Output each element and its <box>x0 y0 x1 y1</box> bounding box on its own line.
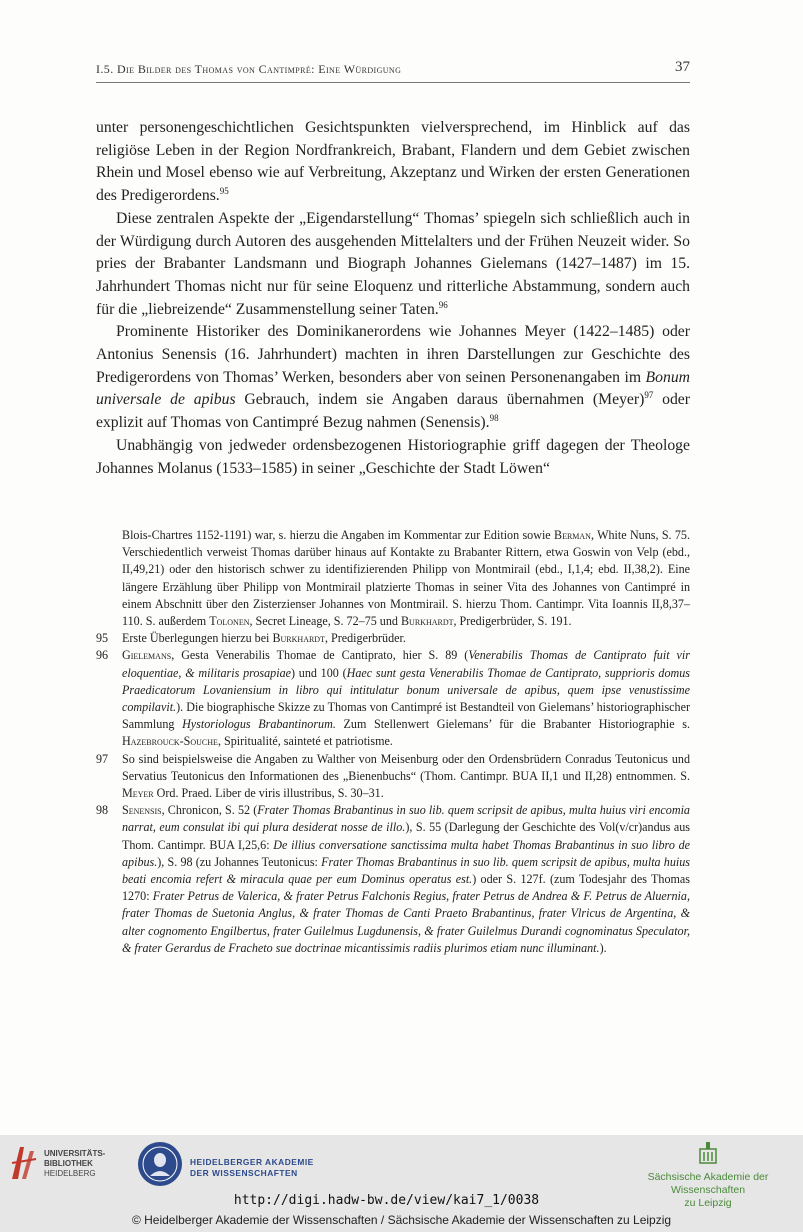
main-text <box>96 117 690 480</box>
paragraph: Diese zentralen Aspekte der „Eigendarstellung“ Thomas’ spiegeln sich schließlich auch in der Würdigung durch Autoren des ausgehenden Mittelalters und der Frühen Neuzeit wider. So pries der Brabanter Landsmann und Biograph Johannes Gielemans (1427–1487) im 15. Jahrhundert Thomas nicht nur für seine Eloquenz und ritterliche Abstammung, sondern auch für die „liebreizende“ Zusammenstellung seiner Taten.$^{96}$ <box>96 209 690 318</box>
page-url-link[interactable]: http://digi.hadw-bw.de/view/kai7_1/0038 <box>233 1193 540 1208</box>
saw-leipzig-logo[interactable]: Sächsische Akademie der Wissenschaften zu Leipzig <box>618 1141 798 1201</box>
footnote-number: 96 <box>96 648 109 663</box>
footnote-ref[interactable]: 97 <box>644 390 654 401</box>
footnote-95: 95 Erste Überlegungen hierzu bei Burkhardt, Predigerbrüder. <box>96 630 690 647</box>
footnote-number: 97 <box>96 751 109 766</box>
footnote-ref[interactable]: 98 <box>489 413 499 424</box>
footnote-ref[interactable]: 95 <box>219 186 229 197</box>
ub-heidelberg-logo[interactable]: UNIVERSITÄTS- BIBLIOTHEK HEIDELBERG <box>10 1145 130 1185</box>
running-title: I.5. Die Bilder des Thomas von Cantimpré: Eine Würdigung <box>96 62 402 76</box>
academy-seal-icon <box>138 1142 182 1186</box>
viewer-footer <box>0 1135 803 1232</box>
paragraph: Unabhängig von jedweder ordensbezogenen Historiographie griff dagegen der Theologe Johannes Molanus (1533–1585) in seiner „Geschichte der Stadt Löwen“ <box>96 436 690 477</box>
footnote-96: 96 Gielemans, Gesta Venerabilis Thomae de Cantiprato, hier S. 89 (Venerabilis Thomas de Cantiprato fuit vir eloquentiae, & militaris prosapiae) und 100 (Haec sunt gesta Venerabilis Thomae de Cantiprato, supprioris domus Praedicatorum Lovaniensium in libro qui intitulatur bonum universale de apibus, quem ipse venustissime compilavit.). Die biographische Skizze zu Thomas von Cantimpré ist Bestandteil von Gielemans’ historiographischer Sammlung Hystoriologus Brabantinorum. Zum Stellenwert Gielemans’ für die Brabanter Historiographie s. Hazebrouck-Souche, Spiritualité, sainteté et patriotisme. <box>96 648 690 749</box>
page-number: 37 <box>675 59 690 75</box>
italic-title: Bonum universale de apibus <box>96 368 690 409</box>
building-icon <box>698 1141 718 1165</box>
footnote-ref[interactable]: 96 <box>438 299 448 310</box>
footnotes <box>96 527 690 957</box>
running-head <box>96 60 690 83</box>
footnote-number: 95 <box>96 631 109 646</box>
hadw-logo[interactable]: HEIDELBERGER AKADEMIE DER WISSENSCHAFTEN <box>138 1142 338 1190</box>
footnote-98: 98 Senensis, Chronicon, S. 52 (Frater Thomas Brabantinus in suo lib. quem scripsit de apibus, multa huius viri encomia narrat, eum consulat ibi qui plura desiderat nosse de illo.), S. 55 (Darlegung der Geschichte des Vol(v/cr)andus aus Thom. Cantimpr. BUA I,25,6: De illius conversatione sanctissima multa habet Thomas Brabantinus in suo libro de apibus.), S. 98 (zu Johannes Teutonicus: Frater Thomas Brabantinus in suo lib. quem scripsit de apibus, multa huius beati encomia refert & miracula quae per eum Dominus operatus est.) oder S. 127f. (zum Todesjahr des Thomas 1270: Frater Petrus de Valerica, & frater Petrus Falchonis Regius, frater Petrus de Andrea & F. Petrus de Aluernia, frater Thomas de Suetonia Anglus, & frater Thomas de Canti Praeto Brabantinus, frater Vlricus de Argentina, & alter cognomento Engilbertus, frater Guilelmus Lugdunensis, & frater Guilelmus Durandi cognominatus Speculator, & frater Gerardus de Fracheto sue doctrinae micantissimis radiis plurimos etiam nunc illuminant.). <box>96 803 690 955</box>
footnote-number: 98 <box>96 803 109 818</box>
paragraph: Prominente Historiker des Dominikanerordens wie Johannes Meyer (1422–1485) oder Antonius Senensis (16. Jahrhundert) machten in ihren Darstellungen zur Geschichte des Predigerordens von Thomas’ Werken, besonders aber von seinen Personenangaben im Bonum universale de apibus Gebrauch, indem sie Angaben daraus übernahmen (Meyer)$^{97}$ oder explizit auf Thomas von Cantimpré Bezug nahmen (Senensis).$^{98}$ <box>96 323 690 432</box>
paragraph: unter personengeschichtlichen Gesichtspunkten vielversprechend, im Hinblick auf das religiöse Leben in der Region Nordfrankreich, Brabant, Flandern und dem Gebiet zwischen Rhein und Mosel ebenso wie auf Verbreitung, Akzeptanz und Wirken der ersten Generationen des Predigerordens.$^{95}$ <box>96 119 690 205</box>
copyright-notice: © Heidelberger Akademie der Wissenschaften / Sächsische Akademie der Wissenschaften zu Leipzig <box>131 1213 672 1227</box>
footnote-97: 97 So sind beispielsweise die Angaben zu Walther von Meisenburg oder den Ordensbrüdern Conradus Teutonicus und Servatius Teutonicus den Informationen des „Bienenbuchs“ (Thom. Cantimpr. BUA II,1 und II,28) entnommen. S. Meyer Ord. Praed. Liber de viris illustribus, S. 30–31. <box>96 751 690 801</box>
footnote-continuation: Blois-Chartres 1152-1191) war, s. hierzu die Angaben im Kommentar zur Edition sowie Berman, White Nuns, S. 75. Verschiedentlich verweist Thomas darüber hinaus auf Kontakte zu Brabanter Rittern, etwa Goswin von Velp (ebd., II,49,21) oder den historisch schwer zu identifizierenden Philipp von Montmirail (ebd., I,1,4; ebd. II,38,2). Eine längere Erzählung über Philipp von Montmirail platzierte Thomas in seiner Vita des Johannes von Cantimpré in einem Abschnitt über den Zisterzienser Johannes von Montmirail. S. hierzu Thom. Cantimpr. Vita Ioannis II,8,37–110. S. außerdem Tolonen, Secret Lineage, S. 72–75 und Burkhardt, Predigerbrüder, S. 191. <box>122 528 690 629</box>
ub-logo-icon <box>10 1145 38 1181</box>
